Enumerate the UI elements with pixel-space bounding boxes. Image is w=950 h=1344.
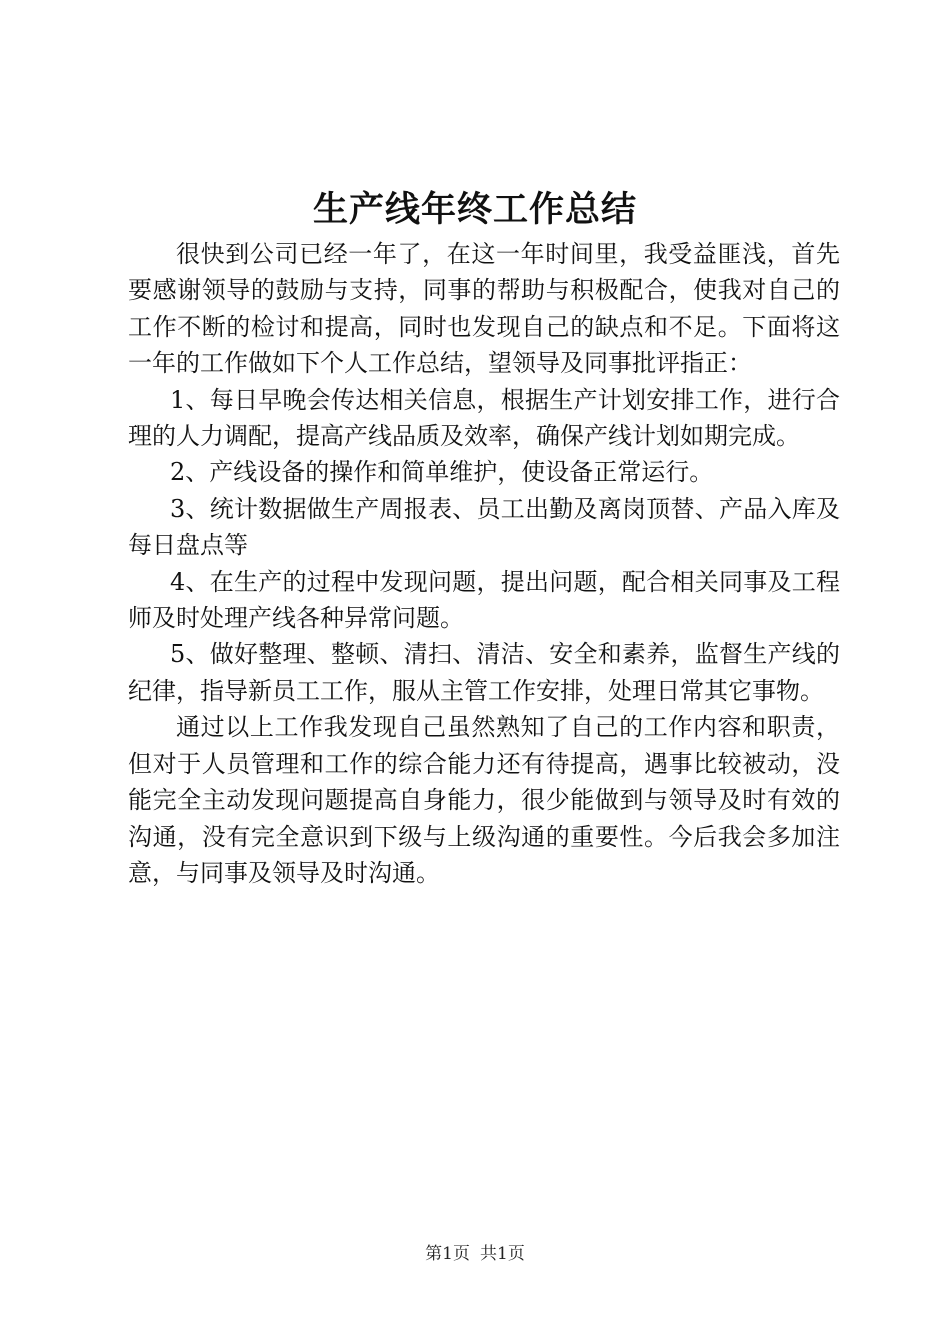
page-number: 第1页 [425, 1244, 470, 1264]
work-item-2: 2、产线设备的操作和简单维护，使设备正常运行。 [170, 458, 714, 487]
intro-paragraph: 很快到公司已经一年了，在这一年时间里，我受益匪浅，首先要感谢领导的鼓励与支持，同事的帮助与积极配合，使我对自己的工作不断的检讨和提高，同时也发现自己的缺点和不足。下面将这一年的工作做如下个人工作总结，望领导及同事批评指正： [128, 240, 840, 378]
work-item-5: 5、做好整理、整顿、清扫、清洁、安全和素养，监督生产线的纪律，指导新员工工作，服从主管工作安排，处理日常其它事物。 [128, 640, 840, 705]
page-footer [0, 1242, 950, 1266]
work-item-3: 3、统计数据做生产周报表、员工出勤及离岗顶替、产品入库及每日盘点等 [128, 494, 840, 560]
conclusion-paragraph: 通过以上工作我发现自己虽然熟知了自己的工作内容和职责，但对于人员管理和工作的综合能力还有待提高，遇事比较被动，没能完全主动发现问题提高自身能力，很少能做到与领导及时有效的沟通，没有完全意识到下级与上级沟通的重要性。今后我会多加注意，与同事及领导及时沟通。 [128, 713, 840, 887]
work-item-4: 4、在生产的过程中发现问题，提出问题，配合相关同事及工程师及时处理产线各种异常问题。 [128, 567, 840, 633]
document-title: 生产线年终工作总结 [312, 189, 637, 230]
document-body [128, 236, 840, 891]
page-total: 共1页 [480, 1244, 525, 1264]
work-item-1: 1、每日早晚会传达相关信息，根据生产计划安排工作，进行合理的人力调配，提高产线品质及效率，确保产线计划如期完成。 [128, 385, 840, 451]
